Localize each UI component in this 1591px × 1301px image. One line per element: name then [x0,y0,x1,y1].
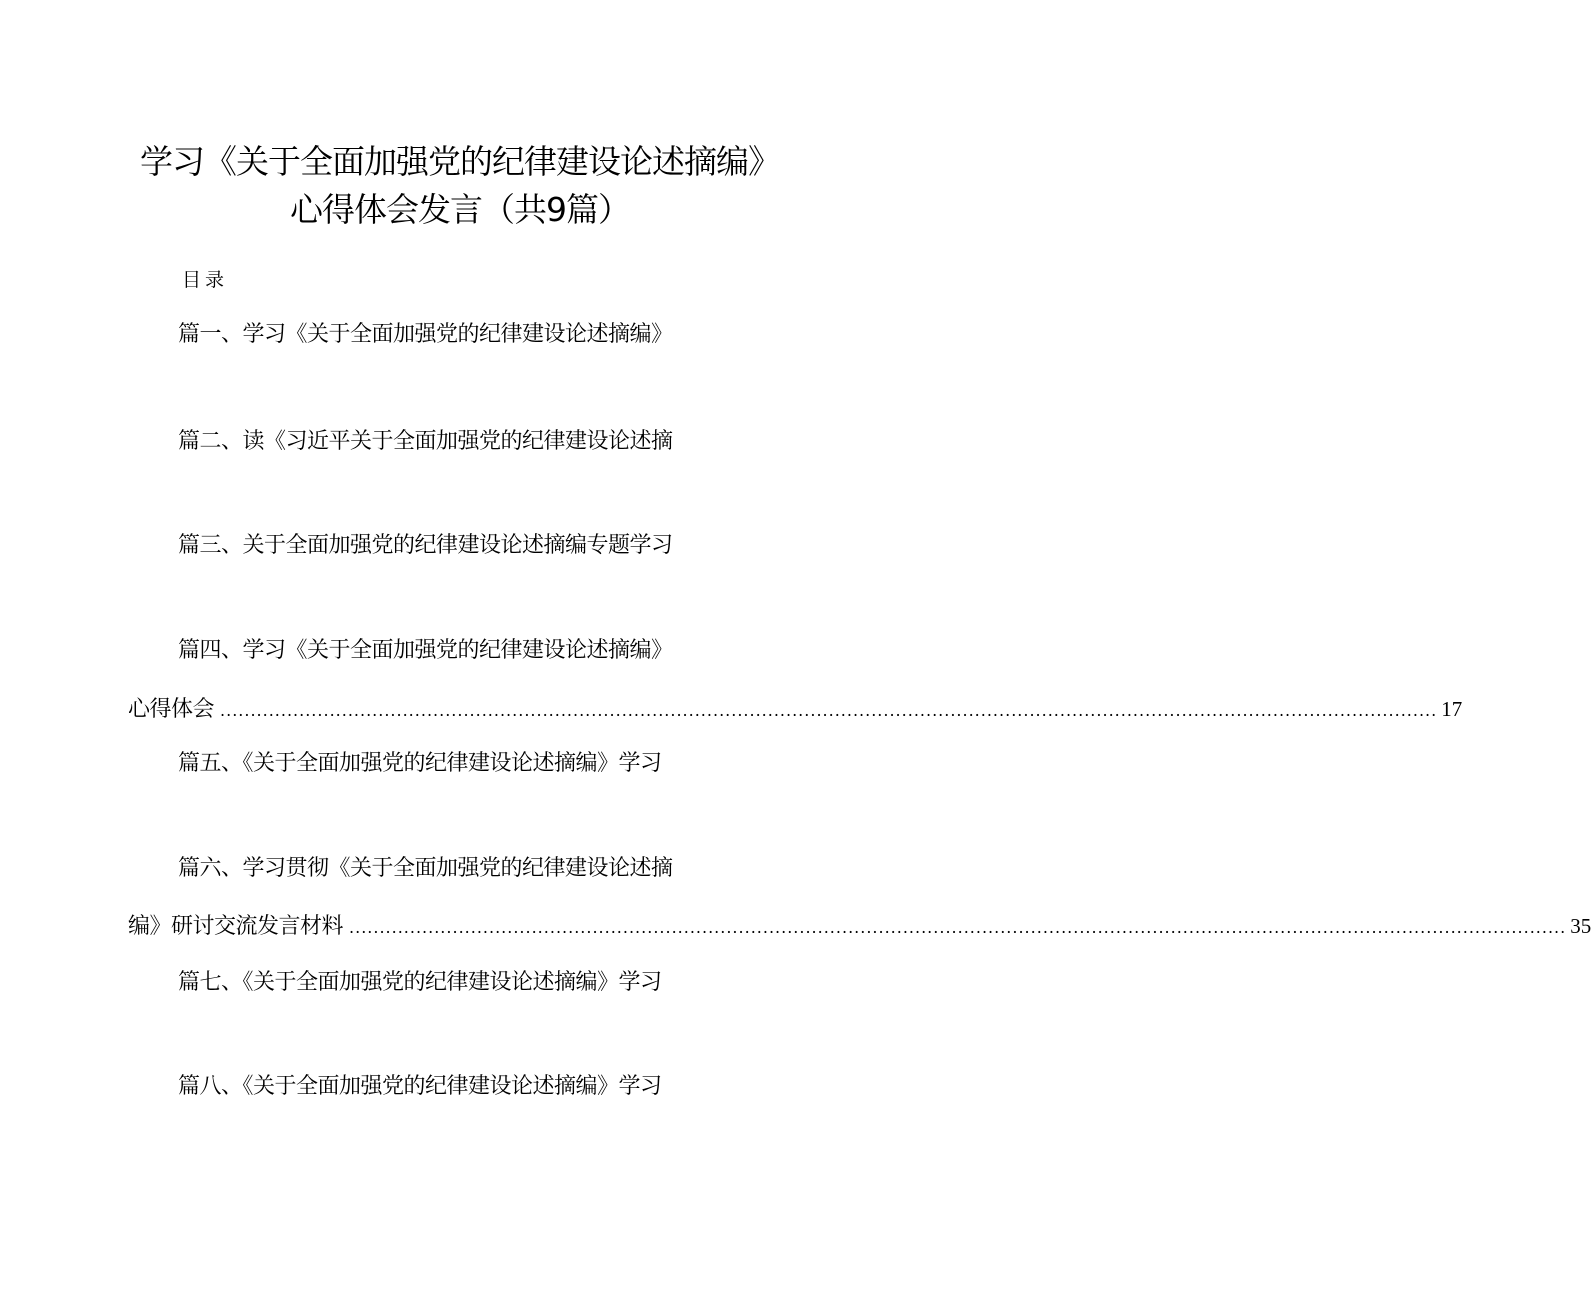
toc-entry-1[interactable]: 篇一、学习《关于全面加强党的纪律建设论述摘编》 [178,322,673,347]
document-title-line-1: 学习《关于全面加强党的纪律建设论述摘编》 [140,142,780,181]
toc-entry-6-continuation[interactable] [128,911,1591,943]
document-title-line-2: 心得体会发言（共9篇） [290,190,630,229]
toc-entry-4-continuation-text: 心得体会 [128,697,215,722]
toc-entry-6-page-number: 35 [1570,914,1591,938]
toc-entry-4-leader-dots: ........................................................................................................................................................................................................ [220,701,1438,720]
toc-entry-4-continuation[interactable] [128,694,1463,726]
toc-entry-6-leader-dots: ........................................................................................................................................................................................................ [349,918,1567,937]
toc-heading: 目录 [182,269,229,291]
toc-entry-6-continuation-text: 编》研讨交流发言材料 [128,914,344,939]
toc-entry-4-page-number: 17 [1441,697,1463,721]
toc-entry-6[interactable]: 篇六、学习贯彻《关于全面加强党的纪律建设论述摘 [178,856,673,881]
toc-entry-2[interactable]: 篇二、读《习近平关于全面加强党的纪律建设论述摘 [178,429,673,454]
toc-entry-3[interactable]: 篇三、关于全面加强党的纪律建设论述摘编专题学习 [178,533,673,558]
toc-entry-4[interactable]: 篇四、学习《关于全面加强党的纪律建设论述摘编》 [178,638,673,663]
toc-entry-8[interactable]: 篇八、《关于全面加强党的纪律建设论述摘编》学习 [178,1074,662,1099]
toc-entry-7[interactable]: 篇七、《关于全面加强党的纪律建设论述摘编》学习 [178,970,662,995]
toc-entry-5[interactable]: 篇五、《关于全面加强党的纪律建设论述摘编》学习 [178,751,662,776]
